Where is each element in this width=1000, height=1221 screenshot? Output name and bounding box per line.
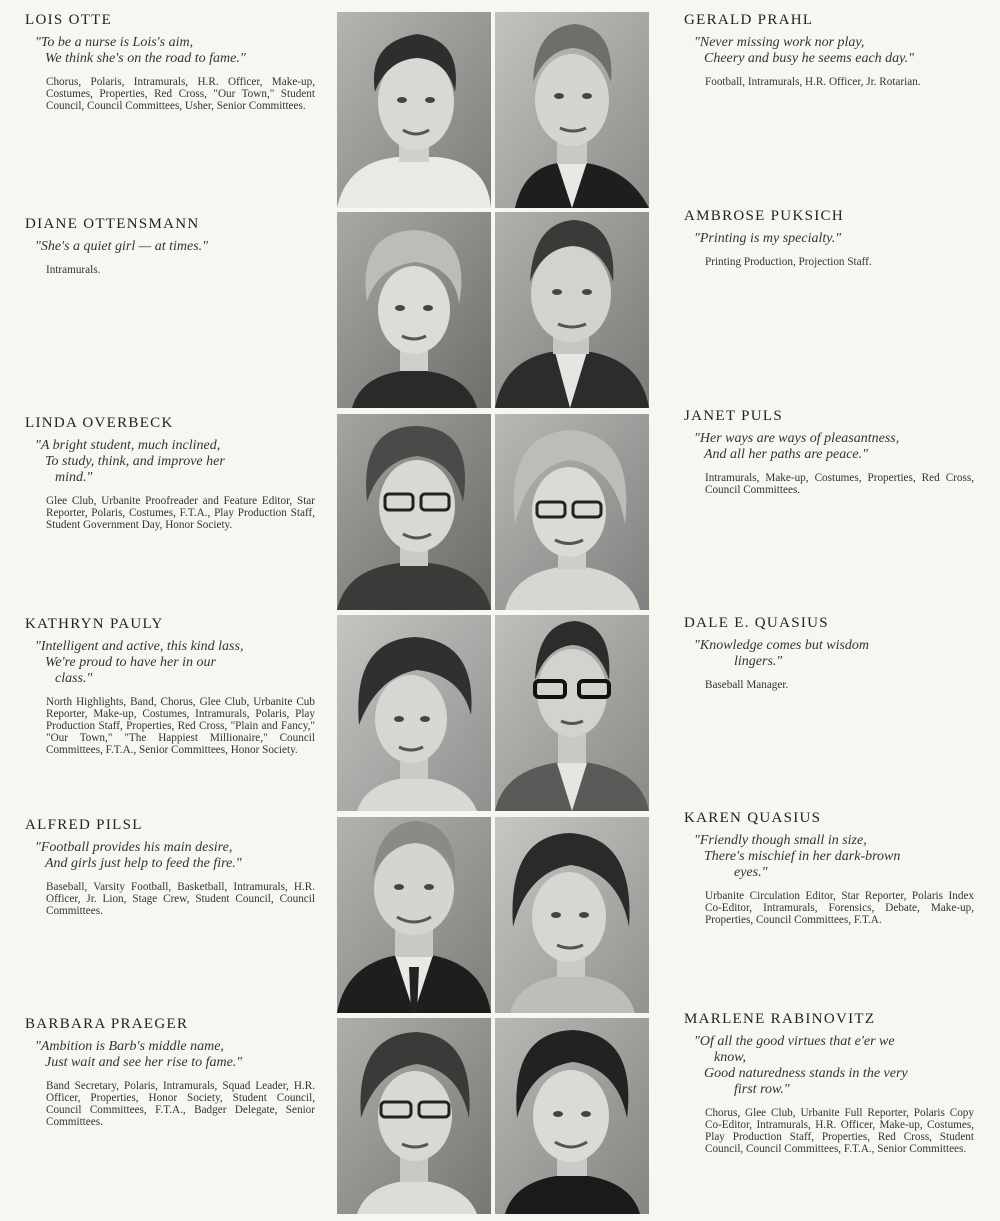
- student-entry-dale-quasius: [684, 615, 974, 691]
- student-quote: "Ambition is Barb's middle name, Just wait and see her rise to fame.": [35, 1039, 243, 1070]
- student-entry-alfred-pilsl: [25, 817, 315, 917]
- student-name: DIANE OTTENSMANN: [25, 216, 200, 232]
- student-activities: Chorus, Glee Club, Urbanite Full Reporter, Polaris Copy Co-Editor, Intramurals, H.R. Officer, Make-up, Costumes, Play Production Staff, Properties, Red Cross, Student Council, Council Committees, F.T.A., Senior Committees.: [705, 1107, 974, 1155]
- student-quote: "Knowledge comes but wisdom lingers.": [694, 638, 870, 669]
- student-name: GERALD PRAHL: [684, 12, 814, 28]
- student-quote: "Of all the good virtues that e'er we know, Good naturedness stands in the very first row.": [694, 1034, 908, 1097]
- student-name: AMBROSE PUKSICH: [684, 208, 844, 224]
- student-activities: Intramurals.: [46, 264, 101, 276]
- student-activities: Baseball, Varsity Football, Basketball, Intramurals, H.R. Officer, Jr. Lion, Stage Crew, Student Council, Council Committees.: [46, 881, 315, 917]
- portrait-photo-kathryn-pauly: [337, 615, 491, 811]
- student-entry-kathryn-pauly: [25, 616, 315, 756]
- portrait-photo-gerald-prahl: [495, 12, 649, 208]
- student-entry-diane-ottensmann: [25, 216, 315, 276]
- portrait-photo-marlene-rabinovitz: [495, 1018, 649, 1214]
- student-name: BARBARA PRAEGER: [25, 1016, 189, 1032]
- portrait-photo-alfred-pilsl: [337, 817, 491, 1013]
- student-activities: Glee Club, Urbanite Proofreader and Feature Editor, Star Reporter, Polaris, Costumes, F.T.A., Play Production Staff, Student Government Day, Honor Society.: [46, 495, 315, 531]
- portrait-photo-karen-quasius: [495, 817, 649, 1013]
- student-name: JANET PULS: [684, 408, 783, 424]
- student-activities: Chorus, Polaris, Intramurals, H.R. Officer, Make-up, Costumes, Properties, Red Cross, "Our Town," Student Council, Council Committees, Usher, Senior Committees.: [46, 76, 315, 112]
- student-quote: "Her ways are ways of pleasantness, And all her paths are peace.": [694, 431, 900, 462]
- student-quote: "To be a nurse is Lois's aim, We think she's on the road to fame.": [35, 35, 246, 66]
- portrait-photo-janet-puls: [495, 414, 649, 610]
- student-activities: Printing Production, Projection Staff.: [705, 256, 872, 268]
- student-name: ALFRED PILSL: [25, 817, 143, 833]
- student-activities: Football, Intramurals, H.R. Officer, Jr. Rotarian.: [705, 76, 921, 88]
- student-name: KATHRYN PAULY: [25, 616, 164, 632]
- student-quote: "Football provides his main desire, And girls just help to feed the fire.": [35, 840, 242, 871]
- student-entry-lois-otte: [25, 12, 315, 112]
- student-activities: Urbanite Circulation Editor, Star Reporter, Polaris Index Co-Editor, Intramurals, Forensics, Debate, Make-up, Properties, Council Committees, F.T.A.: [705, 890, 974, 926]
- portrait-photo-linda-overbeck: [337, 414, 491, 610]
- student-quote: "Printing is my specialty.": [694, 231, 842, 246]
- student-name: KAREN QUASIUS: [684, 810, 822, 826]
- portrait-photo-barbara-praeger: [337, 1018, 491, 1214]
- student-entry-gerald-prahl: [684, 12, 974, 88]
- student-name: MARLENE RABINOVITZ: [684, 1011, 876, 1027]
- student-entry-linda-overbeck: [25, 415, 315, 531]
- student-activities: Intramurals, Make-up, Costumes, Properties, Red Cross, Council Committees.: [705, 472, 974, 496]
- student-quote: "She's a quiet girl — at times.": [35, 239, 209, 254]
- student-quote: "A bright student, much inclined, To study, think, and improve her mind.": [35, 438, 225, 485]
- portrait-photo-ambrose-puksich: [495, 212, 649, 408]
- student-entry-janet-puls: [684, 408, 974, 496]
- student-name: LINDA OVERBECK: [25, 415, 174, 431]
- portrait-photo-dale-quasius: [495, 615, 649, 811]
- student-entry-karen-quasius: [684, 810, 974, 926]
- student-activities: Band Secretary, Polaris, Intramurals, Squad Leader, H.R. Officer, Properties, Honor Society, Student Council, Council Committees, F.T.A., Badger Delegate, Senior Committees.: [46, 1080, 315, 1128]
- portrait-photo-diane-ottensmann: [337, 212, 491, 408]
- student-entry-ambrose-puksich: [684, 208, 974, 268]
- student-name: LOIS OTTE: [25, 12, 113, 28]
- student-quote: "Friendly though small in size, There's mischief in her dark-brown eyes.": [694, 833, 901, 880]
- student-entry-marlene-rabinovitz: [684, 1011, 974, 1155]
- student-quote: "Intelligent and active, this kind lass, We're proud to have her in our class.": [35, 639, 244, 686]
- portrait-photo-lois-otte: [337, 12, 491, 208]
- student-name: DALE E. QUASIUS: [684, 615, 829, 631]
- student-entry-barbara-praeger: [25, 1016, 315, 1128]
- student-activities: Baseball Manager.: [705, 679, 789, 691]
- student-quote: "Never missing work nor play, Cheery and busy he seems each day.": [694, 35, 914, 66]
- student-activities: North Highlights, Band, Chorus, Glee Club, Urbanite Cub Reporter, Make-up, Costumes, Intramurals, Polaris, Play Production Staff, Properties, Red Cross, "Plain and Fancy," "Our Town," "The Happiest Millionaire," Council Committees, F.T.A., Senior Committees, Honor Society.: [46, 696, 315, 756]
